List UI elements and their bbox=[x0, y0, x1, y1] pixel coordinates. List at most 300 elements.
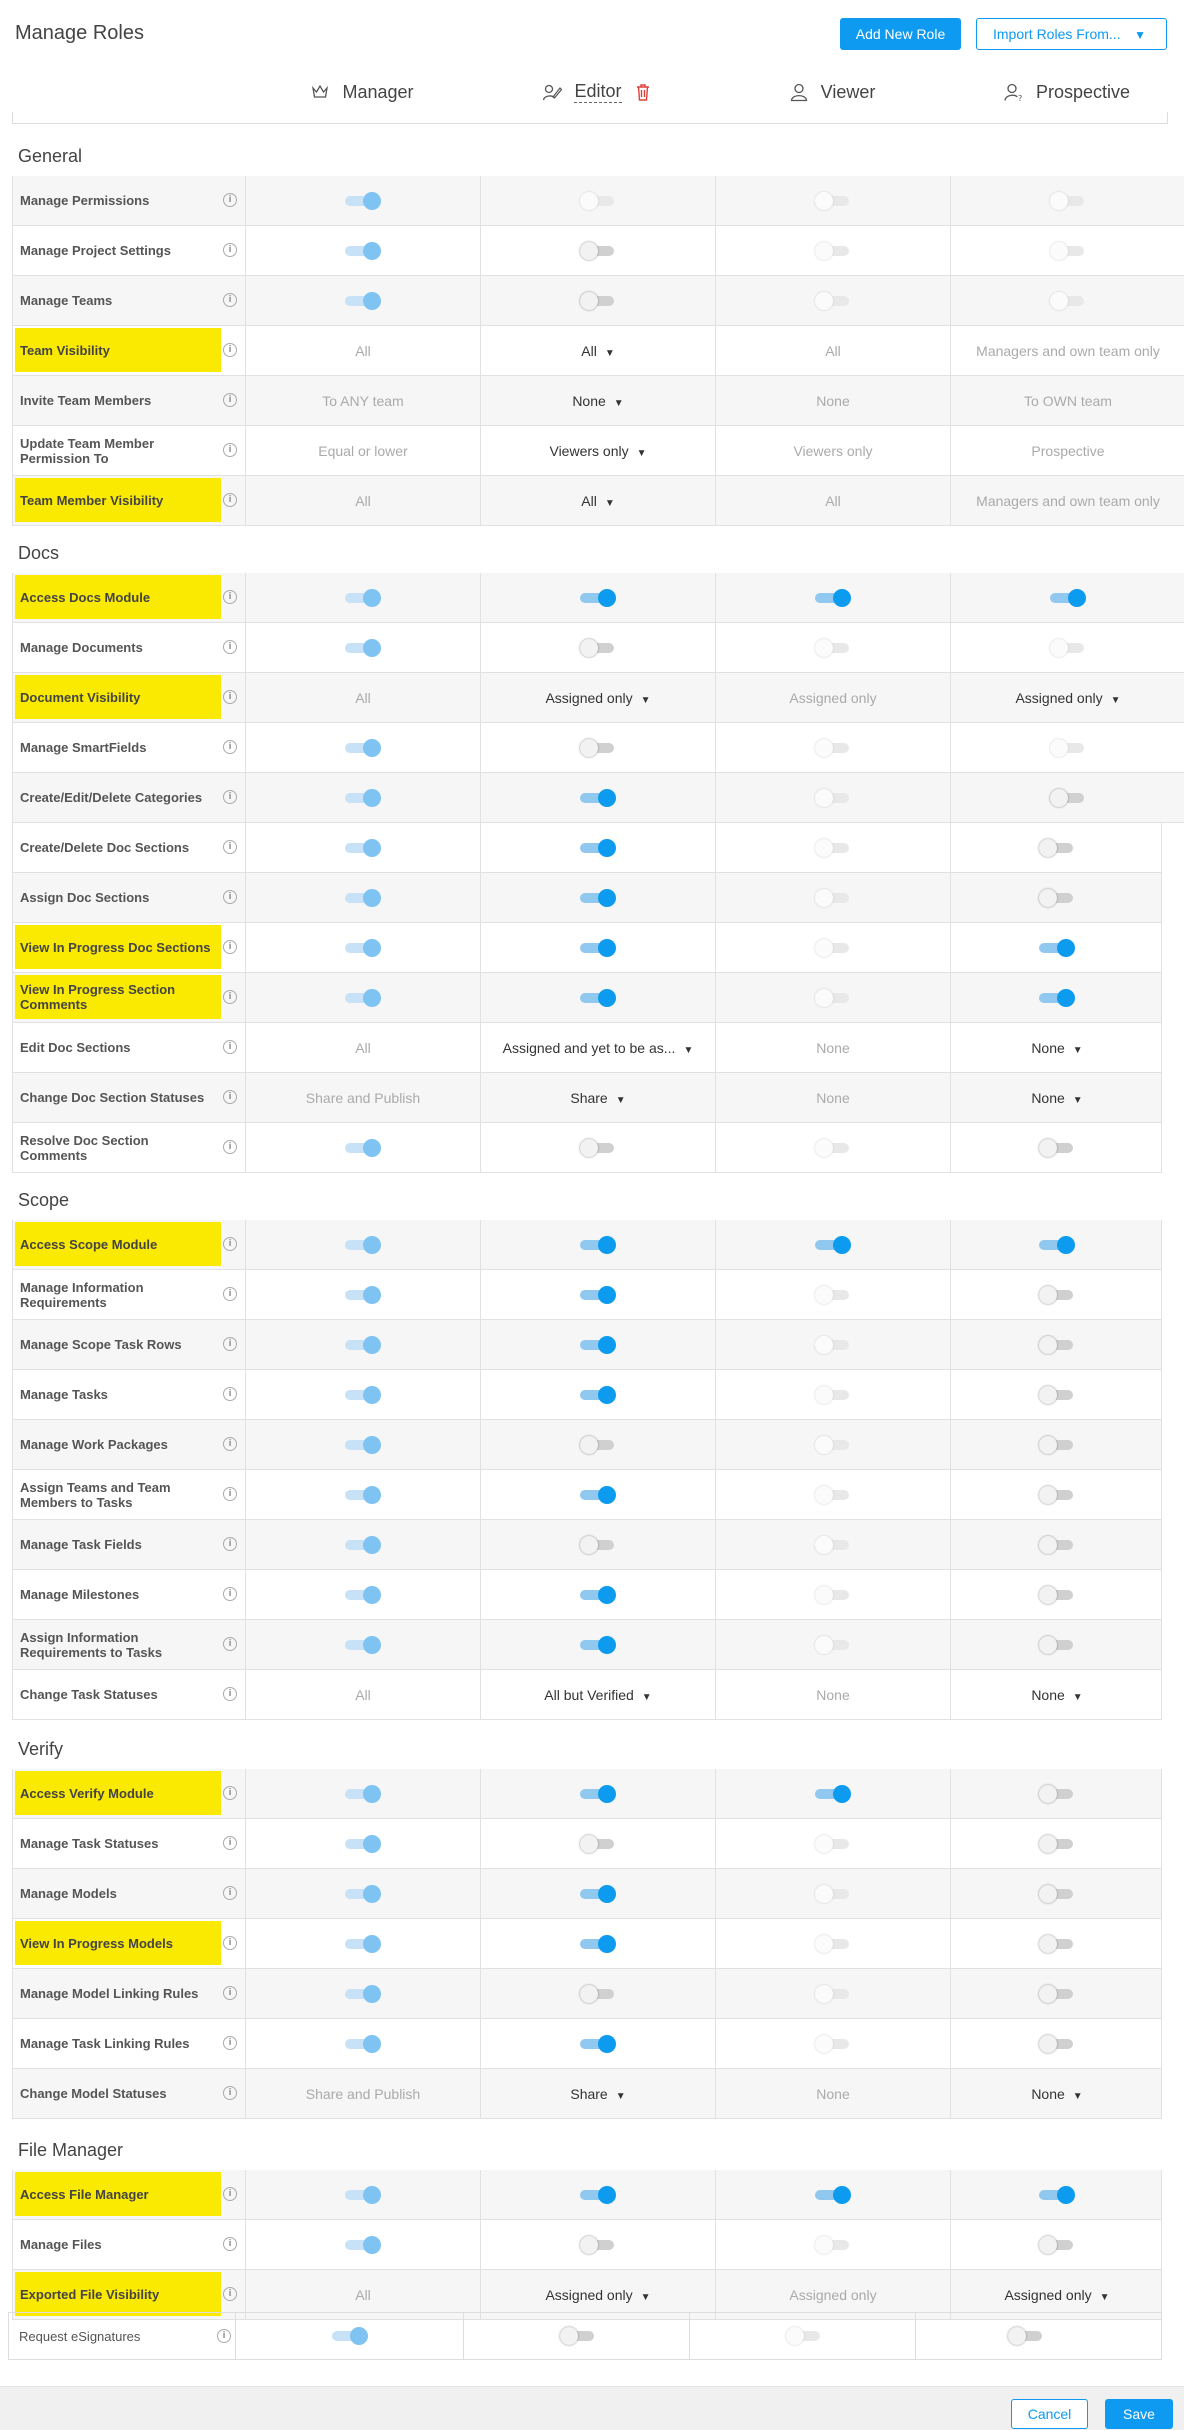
permission-toggle[interactable] bbox=[345, 1936, 381, 1952]
permission-toggle[interactable] bbox=[786, 2328, 822, 2344]
permission-toggle[interactable] bbox=[815, 2036, 851, 2052]
info-icon[interactable]: i bbox=[223, 690, 237, 704]
permission-toggle[interactable] bbox=[1039, 1986, 1075, 2002]
value-dropdown[interactable] bbox=[1015, 690, 1120, 706]
permission-toggle[interactable] bbox=[580, 1986, 616, 2002]
role-value-cell[interactable] bbox=[716, 1123, 951, 1172]
value-dropdown[interactable] bbox=[545, 2287, 650, 2303]
role-value-cell[interactable] bbox=[481, 1470, 716, 1519]
role-value-cell[interactable] bbox=[481, 723, 716, 772]
value-dropdown[interactable] bbox=[1031, 2086, 1082, 2102]
permission-toggle[interactable] bbox=[815, 2237, 851, 2253]
permission-toggle[interactable] bbox=[1050, 193, 1086, 209]
permission-toggle[interactable] bbox=[580, 940, 616, 956]
permission-toggle[interactable] bbox=[1039, 1387, 1075, 1403]
permission-toggle[interactable] bbox=[815, 1387, 851, 1403]
permission-toggle[interactable] bbox=[345, 2187, 381, 2203]
role-value-cell[interactable] bbox=[481, 1570, 716, 1619]
role-value-cell[interactable] bbox=[481, 2069, 716, 2118]
permission-toggle[interactable] bbox=[815, 990, 851, 1006]
permission-toggle[interactable] bbox=[580, 1786, 616, 1802]
role-value-cell[interactable] bbox=[246, 823, 481, 872]
info-icon[interactable]: i bbox=[223, 890, 237, 904]
permission-toggle[interactable] bbox=[1039, 1237, 1075, 1253]
role-value-cell[interactable] bbox=[951, 1220, 1163, 1269]
role-value-cell[interactable] bbox=[951, 1520, 1163, 1569]
role-value-cell[interactable] bbox=[481, 1520, 716, 1569]
role-value-cell[interactable] bbox=[481, 873, 716, 922]
permission-toggle[interactable] bbox=[1008, 2328, 1044, 2344]
permission-toggle[interactable] bbox=[580, 1337, 616, 1353]
permission-toggle[interactable] bbox=[1039, 1886, 1075, 1902]
role-value-cell[interactable] bbox=[246, 1320, 481, 1369]
role-value-cell[interactable] bbox=[481, 176, 716, 225]
info-icon[interactable]: i bbox=[223, 1437, 237, 1451]
value-dropdown[interactable] bbox=[503, 1040, 694, 1056]
role-value-cell[interactable] bbox=[246, 1470, 481, 1519]
permission-toggle[interactable] bbox=[815, 1437, 851, 1453]
info-icon[interactable]: i bbox=[223, 2187, 237, 2201]
info-icon[interactable]: i bbox=[223, 2287, 237, 2301]
permission-toggle[interactable] bbox=[815, 1936, 851, 1952]
role-value-cell[interactable] bbox=[951, 1320, 1163, 1369]
role-value-cell[interactable] bbox=[481, 426, 716, 475]
role-value-cell[interactable] bbox=[716, 1769, 951, 1818]
permission-toggle[interactable] bbox=[580, 1637, 616, 1653]
role-value-cell[interactable] bbox=[951, 1270, 1163, 1319]
role-value-cell[interactable] bbox=[246, 1420, 481, 1469]
permission-toggle[interactable] bbox=[580, 840, 616, 856]
permission-toggle[interactable] bbox=[580, 590, 616, 606]
permission-toggle[interactable] bbox=[345, 940, 381, 956]
permission-toggle[interactable] bbox=[1039, 1637, 1075, 1653]
role-value-cell[interactable] bbox=[951, 1620, 1163, 1669]
info-icon[interactable]: i bbox=[223, 940, 237, 954]
permission-toggle[interactable] bbox=[1039, 1140, 1075, 1156]
role-value-cell[interactable] bbox=[246, 1620, 481, 1669]
import-roles-dropdown[interactable] bbox=[976, 18, 1167, 50]
role-value-cell[interactable] bbox=[915, 2313, 1135, 2359]
permission-toggle[interactable] bbox=[345, 890, 381, 906]
permission-toggle[interactable] bbox=[1050, 243, 1086, 259]
role-value-cell[interactable] bbox=[951, 773, 1184, 822]
permission-toggle[interactable] bbox=[1039, 1786, 1075, 1802]
permission-toggle[interactable] bbox=[1039, 1587, 1075, 1603]
role-value-cell[interactable] bbox=[716, 1370, 951, 1419]
role-value-cell[interactable] bbox=[246, 1919, 481, 1968]
role-value-cell[interactable] bbox=[481, 823, 716, 872]
permission-toggle[interactable] bbox=[580, 193, 616, 209]
permission-toggle[interactable] bbox=[345, 1537, 381, 1553]
value-dropdown[interactable] bbox=[544, 1687, 651, 1703]
role-value-cell[interactable] bbox=[481, 1869, 716, 1918]
permission-toggle[interactable] bbox=[345, 790, 381, 806]
save-button[interactable]: Save bbox=[1105, 2399, 1173, 2429]
permission-toggle[interactable] bbox=[1039, 2237, 1075, 2253]
role-value-cell[interactable] bbox=[481, 476, 716, 525]
info-icon[interactable]: i bbox=[223, 790, 237, 804]
permission-toggle[interactable] bbox=[580, 1437, 616, 1453]
role-value-cell[interactable] bbox=[246, 1769, 481, 1818]
permission-toggle[interactable] bbox=[815, 740, 851, 756]
role-value-cell[interactable] bbox=[481, 2170, 716, 2219]
info-icon[interactable]: i bbox=[223, 1836, 237, 1850]
role-value-cell[interactable] bbox=[951, 923, 1163, 972]
role-value-cell[interactable] bbox=[951, 973, 1163, 1022]
permission-toggle[interactable] bbox=[580, 1537, 616, 1553]
role-value-cell[interactable] bbox=[463, 2313, 691, 2359]
permission-toggle[interactable] bbox=[815, 1537, 851, 1553]
role-value-cell[interactable] bbox=[716, 973, 951, 1022]
role-value-cell[interactable] bbox=[951, 2069, 1163, 2118]
permission-toggle[interactable] bbox=[345, 740, 381, 756]
permission-toggle[interactable] bbox=[580, 740, 616, 756]
role-value-cell[interactable] bbox=[481, 376, 716, 425]
role-value-cell[interactable] bbox=[951, 1869, 1163, 1918]
permission-toggle[interactable] bbox=[815, 293, 851, 309]
role-value-cell[interactable] bbox=[716, 823, 951, 872]
value-dropdown[interactable] bbox=[1031, 1687, 1082, 1703]
value-dropdown[interactable] bbox=[1031, 1090, 1082, 1106]
permission-toggle[interactable] bbox=[1050, 740, 1086, 756]
info-icon[interactable]: i bbox=[223, 840, 237, 854]
role-value-cell[interactable] bbox=[481, 973, 716, 1022]
value-dropdown[interactable] bbox=[545, 690, 650, 706]
info-icon[interactable]: i bbox=[223, 2036, 237, 2050]
permission-toggle[interactable] bbox=[815, 590, 851, 606]
permission-toggle[interactable] bbox=[580, 640, 616, 656]
permission-toggle[interactable] bbox=[345, 640, 381, 656]
role-value-cell[interactable] bbox=[951, 1073, 1163, 1122]
permission-toggle[interactable] bbox=[560, 2328, 596, 2344]
permission-toggle[interactable] bbox=[345, 1287, 381, 1303]
role-value-cell[interactable] bbox=[481, 1420, 716, 1469]
info-icon[interactable]: i bbox=[223, 1040, 237, 1054]
permission-toggle[interactable] bbox=[815, 1487, 851, 1503]
permission-toggle[interactable] bbox=[1050, 640, 1086, 656]
value-dropdown[interactable] bbox=[572, 393, 623, 409]
permission-toggle[interactable] bbox=[345, 1437, 381, 1453]
role-value-cell[interactable] bbox=[716, 1919, 951, 1968]
info-icon[interactable]: i bbox=[223, 293, 237, 307]
role-value-cell[interactable] bbox=[246, 176, 481, 225]
permission-toggle[interactable] bbox=[580, 990, 616, 1006]
role-value-cell[interactable] bbox=[716, 1620, 951, 1669]
role-value-cell[interactable] bbox=[246, 1869, 481, 1918]
role-value-cell[interactable] bbox=[481, 1220, 716, 1269]
role-value-cell[interactable] bbox=[246, 1570, 481, 1619]
role-value-cell[interactable] bbox=[716, 276, 951, 325]
role-value-cell[interactable] bbox=[716, 176, 951, 225]
permission-toggle[interactable] bbox=[580, 1140, 616, 1156]
permission-toggle[interactable] bbox=[345, 1587, 381, 1603]
role-value-cell[interactable] bbox=[716, 1570, 951, 1619]
permission-toggle[interactable] bbox=[345, 990, 381, 1006]
role-value-cell[interactable] bbox=[481, 923, 716, 972]
role-value-cell[interactable] bbox=[716, 1819, 951, 1868]
permission-toggle[interactable] bbox=[580, 2187, 616, 2203]
info-icon[interactable]: i bbox=[223, 343, 237, 357]
role-value-cell[interactable] bbox=[246, 573, 481, 622]
info-icon[interactable]: i bbox=[223, 493, 237, 507]
info-icon[interactable]: i bbox=[223, 1337, 237, 1351]
permission-toggle[interactable] bbox=[815, 1836, 851, 1852]
info-icon[interactable]: i bbox=[223, 1936, 237, 1950]
role-value-cell[interactable] bbox=[481, 1370, 716, 1419]
role-value-cell[interactable] bbox=[246, 276, 481, 325]
permission-toggle[interactable] bbox=[345, 1487, 381, 1503]
info-icon[interactable]: i bbox=[223, 1140, 237, 1154]
permission-toggle[interactable] bbox=[1050, 590, 1086, 606]
role-value-cell[interactable] bbox=[716, 1270, 951, 1319]
role-value-cell[interactable] bbox=[481, 773, 716, 822]
info-icon[interactable]: i bbox=[223, 1886, 237, 1900]
role-value-cell[interactable] bbox=[481, 2220, 716, 2269]
permission-toggle[interactable] bbox=[815, 1886, 851, 1902]
permission-toggle[interactable] bbox=[815, 1237, 851, 1253]
permission-toggle[interactable] bbox=[815, 840, 851, 856]
role-value-cell[interactable] bbox=[481, 276, 716, 325]
info-icon[interactable]: i bbox=[223, 590, 237, 604]
cancel-button[interactable]: Cancel bbox=[1011, 2399, 1088, 2429]
role-value-cell[interactable] bbox=[716, 1420, 951, 1469]
permission-toggle[interactable] bbox=[815, 193, 851, 209]
permission-toggle[interactable] bbox=[345, 590, 381, 606]
info-icon[interactable]: i bbox=[223, 1090, 237, 1104]
permission-toggle[interactable] bbox=[345, 1786, 381, 1802]
info-icon[interactable]: i bbox=[223, 1986, 237, 2000]
permission-toggle[interactable] bbox=[1039, 940, 1075, 956]
permission-toggle[interactable] bbox=[815, 1986, 851, 2002]
role-value-cell[interactable] bbox=[951, 176, 1184, 225]
role-value-cell[interactable] bbox=[951, 1023, 1163, 1072]
role-value-cell[interactable] bbox=[951, 673, 1184, 722]
role-value-cell[interactable] bbox=[716, 623, 951, 672]
role-value-cell[interactable] bbox=[951, 1570, 1163, 1619]
permission-toggle[interactable] bbox=[580, 1587, 616, 1603]
role-value-cell[interactable] bbox=[246, 723, 481, 772]
role-value-cell[interactable] bbox=[481, 1270, 716, 1319]
info-icon[interactable]: i bbox=[223, 193, 237, 207]
role-value-cell[interactable] bbox=[246, 2220, 481, 2269]
role-value-cell[interactable] bbox=[716, 1220, 951, 1269]
permission-toggle[interactable] bbox=[1050, 790, 1086, 806]
info-icon[interactable]: i bbox=[223, 740, 237, 754]
role-value-cell[interactable] bbox=[951, 873, 1163, 922]
permission-toggle[interactable] bbox=[1039, 2036, 1075, 2052]
permission-toggle[interactable] bbox=[1039, 1337, 1075, 1353]
value-dropdown[interactable] bbox=[549, 443, 646, 459]
permission-toggle[interactable] bbox=[1039, 990, 1075, 1006]
role-value-cell[interactable] bbox=[716, 2019, 951, 2068]
role-value-cell[interactable] bbox=[951, 226, 1184, 275]
permission-toggle[interactable] bbox=[1039, 890, 1075, 906]
info-icon[interactable]: i bbox=[223, 1537, 237, 1551]
role-value-cell[interactable] bbox=[951, 1919, 1163, 1968]
info-icon[interactable]: i bbox=[223, 393, 237, 407]
permission-toggle[interactable] bbox=[815, 790, 851, 806]
permission-toggle[interactable] bbox=[345, 2237, 381, 2253]
info-icon[interactable]: i bbox=[217, 2329, 231, 2343]
role-value-cell[interactable] bbox=[951, 2170, 1163, 2219]
permission-toggle[interactable] bbox=[580, 890, 616, 906]
permission-toggle[interactable] bbox=[580, 1886, 616, 1902]
role-value-cell[interactable] bbox=[481, 1819, 716, 1868]
value-dropdown[interactable] bbox=[570, 2086, 625, 2102]
permission-toggle[interactable] bbox=[1039, 1537, 1075, 1553]
info-icon[interactable]: i bbox=[223, 243, 237, 257]
role-value-cell[interactable] bbox=[951, 623, 1184, 672]
role-value-cell[interactable] bbox=[246, 873, 481, 922]
permission-toggle[interactable] bbox=[332, 2328, 368, 2344]
role-value-cell[interactable] bbox=[246, 2170, 481, 2219]
role-value-cell[interactable] bbox=[481, 326, 716, 375]
permission-toggle[interactable] bbox=[345, 1140, 381, 1156]
role-value-cell[interactable] bbox=[716, 1320, 951, 1369]
role-value-cell[interactable] bbox=[951, 573, 1184, 622]
role-value-cell[interactable] bbox=[951, 823, 1163, 872]
permission-toggle[interactable] bbox=[580, 1287, 616, 1303]
role-value-cell[interactable] bbox=[716, 226, 951, 275]
role-value-cell[interactable] bbox=[951, 1370, 1163, 1419]
permission-toggle[interactable] bbox=[1050, 293, 1086, 309]
role-value-cell[interactable] bbox=[716, 873, 951, 922]
role-value-cell[interactable] bbox=[951, 2220, 1163, 2269]
role-value-cell[interactable] bbox=[481, 1670, 716, 1719]
permission-toggle[interactable] bbox=[580, 790, 616, 806]
role-value-cell[interactable] bbox=[951, 276, 1184, 325]
role-value-cell[interactable] bbox=[481, 1073, 716, 1122]
role-value-cell[interactable] bbox=[951, 1123, 1163, 1172]
permission-toggle[interactable] bbox=[1039, 2187, 1075, 2203]
role-value-cell[interactable] bbox=[246, 773, 481, 822]
role-value-cell[interactable] bbox=[481, 226, 716, 275]
permission-toggle[interactable] bbox=[345, 1387, 381, 1403]
value-dropdown[interactable] bbox=[1031, 1040, 1082, 1056]
role-value-cell[interactable] bbox=[481, 2019, 716, 2068]
info-icon[interactable]: i bbox=[223, 1587, 237, 1601]
info-icon[interactable]: i bbox=[223, 1786, 237, 1800]
role-value-cell[interactable] bbox=[716, 723, 951, 772]
role-value-cell[interactable] bbox=[481, 1123, 716, 1172]
role-value-cell[interactable] bbox=[481, 673, 716, 722]
role-value-cell[interactable] bbox=[246, 1270, 481, 1319]
permission-toggle[interactable] bbox=[1039, 1836, 1075, 1852]
role-value-cell[interactable] bbox=[481, 573, 716, 622]
role-value-cell[interactable] bbox=[716, 773, 951, 822]
role-value-cell[interactable] bbox=[246, 923, 481, 972]
permission-toggle[interactable] bbox=[345, 243, 381, 259]
value-dropdown[interactable] bbox=[581, 493, 614, 509]
permission-toggle[interactable] bbox=[1039, 1487, 1075, 1503]
value-dropdown[interactable] bbox=[570, 1090, 625, 1106]
permission-toggle[interactable] bbox=[345, 1237, 381, 1253]
permission-toggle[interactable] bbox=[815, 1587, 851, 1603]
role-value-cell[interactable] bbox=[246, 623, 481, 672]
permission-toggle[interactable] bbox=[815, 1786, 851, 1802]
permission-toggle[interactable] bbox=[580, 1487, 616, 1503]
role-value-cell[interactable] bbox=[951, 1470, 1163, 1519]
permission-toggle[interactable] bbox=[815, 1637, 851, 1653]
permission-toggle[interactable] bbox=[815, 1337, 851, 1353]
role-value-cell[interactable] bbox=[951, 2019, 1163, 2068]
permission-toggle[interactable] bbox=[815, 243, 851, 259]
value-dropdown[interactable] bbox=[1004, 2287, 1109, 2303]
permission-toggle[interactable] bbox=[345, 2036, 381, 2052]
role-value-cell[interactable] bbox=[716, 573, 951, 622]
permission-toggle[interactable] bbox=[580, 293, 616, 309]
permission-toggle[interactable] bbox=[580, 1387, 616, 1403]
permission-toggle[interactable] bbox=[815, 640, 851, 656]
permission-toggle[interactable] bbox=[345, 293, 381, 309]
role-value-cell[interactable] bbox=[246, 973, 481, 1022]
role-value-cell[interactable] bbox=[246, 1520, 481, 1569]
role-value-cell[interactable] bbox=[246, 1123, 481, 1172]
role-value-cell[interactable] bbox=[481, 1969, 716, 2018]
role-value-cell[interactable] bbox=[951, 1969, 1163, 2018]
role-value-cell[interactable] bbox=[246, 226, 481, 275]
info-icon[interactable]: i bbox=[223, 1237, 237, 1251]
info-icon[interactable]: i bbox=[223, 1387, 237, 1401]
permission-toggle[interactable] bbox=[1039, 1437, 1075, 1453]
add-new-role-button[interactable]: Add New Role bbox=[840, 18, 961, 50]
role-value-cell[interactable] bbox=[246, 1370, 481, 1419]
role-value-cell[interactable] bbox=[481, 1620, 716, 1669]
role-value-cell[interactable] bbox=[951, 1670, 1163, 1719]
role-value-cell[interactable] bbox=[481, 1769, 716, 1818]
role-value-cell[interactable] bbox=[716, 2220, 951, 2269]
role-value-cell[interactable] bbox=[689, 2313, 917, 2359]
permission-toggle[interactable] bbox=[815, 940, 851, 956]
permission-toggle[interactable] bbox=[345, 1337, 381, 1353]
role-value-cell[interactable] bbox=[716, 923, 951, 972]
role-value-cell[interactable] bbox=[716, 1969, 951, 2018]
role-value-cell[interactable] bbox=[481, 623, 716, 672]
permission-toggle[interactable] bbox=[345, 840, 381, 856]
role-value-cell[interactable] bbox=[951, 1769, 1163, 1818]
role-value-cell[interactable] bbox=[246, 1969, 481, 2018]
permission-toggle[interactable] bbox=[815, 890, 851, 906]
permission-toggle[interactable] bbox=[345, 1986, 381, 2002]
role-value-cell[interactable] bbox=[481, 1320, 716, 1369]
role-value-cell[interactable] bbox=[716, 1869, 951, 1918]
permission-toggle[interactable] bbox=[345, 1637, 381, 1653]
role-value-cell[interactable] bbox=[481, 1919, 716, 1968]
permission-toggle[interactable] bbox=[580, 243, 616, 259]
role-value-cell[interactable] bbox=[246, 1220, 481, 1269]
info-icon[interactable]: i bbox=[223, 990, 237, 1004]
permission-toggle[interactable] bbox=[580, 1836, 616, 1852]
role-value-cell[interactable] bbox=[951, 1420, 1163, 1469]
permission-toggle[interactable] bbox=[815, 2187, 851, 2203]
role-value-cell[interactable] bbox=[246, 1819, 481, 1868]
info-icon[interactable]: i bbox=[223, 1687, 237, 1701]
role-value-cell[interactable] bbox=[716, 2170, 951, 2219]
role-value-cell[interactable] bbox=[716, 1520, 951, 1569]
trash-icon[interactable] bbox=[634, 82, 652, 102]
info-icon[interactable]: i bbox=[223, 640, 237, 654]
info-icon[interactable]: i bbox=[223, 2086, 237, 2100]
info-icon[interactable]: i bbox=[223, 443, 237, 457]
permission-toggle[interactable] bbox=[815, 1287, 851, 1303]
role-value-cell[interactable] bbox=[246, 2019, 481, 2068]
role-value-cell[interactable] bbox=[481, 1023, 716, 1072]
permission-toggle[interactable] bbox=[580, 2237, 616, 2253]
permission-toggle[interactable] bbox=[1039, 1936, 1075, 1952]
info-icon[interactable]: i bbox=[223, 1637, 237, 1651]
permission-toggle[interactable] bbox=[345, 1886, 381, 1902]
info-icon[interactable]: i bbox=[223, 1487, 237, 1501]
